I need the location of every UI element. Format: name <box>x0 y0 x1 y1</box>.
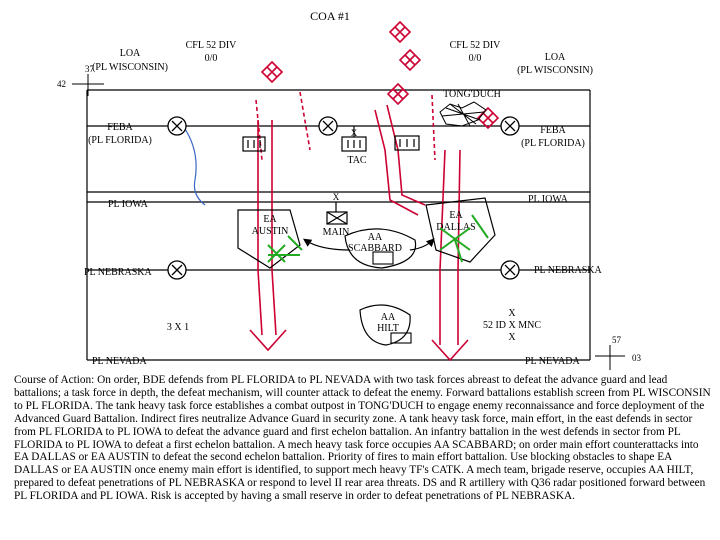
div-x-bottom: X <box>508 332 516 343</box>
bp-nebraska-east <box>501 261 519 279</box>
aa-hilt-1: AA <box>380 312 396 323</box>
grid-42: 42 <box>57 79 66 89</box>
aa-hilt-2: HILT <box>377 323 399 334</box>
axis-east-head <box>432 340 468 360</box>
grid-marks <box>72 74 625 370</box>
axis-dashed-1 <box>300 92 310 150</box>
enemy-diamond-2 <box>400 50 420 70</box>
tac-echelon: X <box>350 128 358 138</box>
pl-iowa-right: PL IOWA <box>528 194 568 205</box>
bp-west <box>168 117 186 135</box>
div-main-label: 52 ID X MNC <box>482 320 542 331</box>
bp-nebraska-west <box>168 261 186 279</box>
pl-nebraska-right: PL NEBRASKA <box>534 265 602 276</box>
ea-austin-2: AUSTIN <box>251 226 289 237</box>
tongduch-town <box>440 102 486 126</box>
loa-left-1: LOA <box>119 48 141 59</box>
cfl-right-1: CFL 52 DIV <box>449 40 501 51</box>
bp-center <box>319 117 337 135</box>
pl-iowa-left: PL IOWA <box>108 199 148 210</box>
tac-label: TAC <box>347 155 367 166</box>
main-cp <box>327 202 347 224</box>
feba-right-2: (PL FLORIDA) <box>521 138 585 149</box>
main-echelon: X <box>332 192 340 202</box>
feba-left-2: (PL FLORIDA) <box>88 135 152 146</box>
ea-dallas-1: EA <box>449 210 463 221</box>
loa-right-1: LOA <box>544 52 566 63</box>
enemy-diamond-1 <box>390 22 410 42</box>
river <box>183 126 205 205</box>
cfl-left-1: CFL 52 DIV <box>185 40 237 51</box>
axis-center-b <box>387 105 425 205</box>
ea-austin-1: EA <box>263 214 277 225</box>
main-label: MAIN <box>322 227 350 238</box>
battle-positions <box>168 117 519 279</box>
pl-nevada-left: PL NEVADA <box>92 356 147 367</box>
pl-nebraska-left: PL NEBRASKA <box>84 267 152 278</box>
bp-east <box>501 117 519 135</box>
tongduch-label: TONG'DUCH <box>443 89 501 100</box>
enemy-diamond-3 <box>262 62 282 82</box>
grid-57: 57 <box>612 335 621 345</box>
loa-right-2: (PL WISCONSIN) <box>517 65 593 76</box>
axis-west-head <box>250 330 286 350</box>
ea-dallas-2: DALLAS <box>436 222 476 233</box>
pl-nevada-right: PL NEVADA <box>525 356 580 367</box>
grid-03: 03 <box>632 353 641 363</box>
cfl-left-2: 0/0 <box>204 53 218 64</box>
loa-left-2: (PL WISCONSIN) <box>92 62 168 73</box>
catk-to-dallas <box>410 240 433 250</box>
catk-to-austin <box>305 240 350 250</box>
aa-scabbard-2: SCABBARD <box>348 243 402 254</box>
enemy-diamond-5 <box>478 108 498 128</box>
cfl-right-2: 0/0 <box>468 53 482 64</box>
enemy-diamond-4 <box>388 84 408 104</box>
feba-right-1: FEBA <box>540 125 566 136</box>
div-x-top: X <box>508 308 516 319</box>
course-of-action-narrative: Course of Action: On order, BDE defends from PL FLORIDA to PL NEVADA with two task forces abreast to defeat the advance guard and lead battalions; a task force in depth, the defeat mechanism, will counter attack to defeat the enemy. Forward battalions establish screen from PL WISCONSIN to PL FLORIDA. The tank heavy task force establishes a combat outpost in TONG'DUCH to engage enemy reconnaissance and force deployment of the Advanced Guard Battalion. Indirect fires neutralize Advance Guard in security zone. A tank heavy task force, main effort, in the east defends in sector from PL FLORIDA to PL IOWA to defeat the advance guard and first echelon battalion. An infantry battalion in the west defends in sector from PL FLORIDA to PL IOWA to defeat a first echelon battalion. A mech heavy task force occupies AA SCABBARD; on order main effort counterattacks into EA DALLAS or EA AUSTIN to defeat the second echelon battalion. Priority of fires to main effort battalion. Use blocking obstacles to shape EA DALLAS or EA AUSTIN once enemy main effort is identified, to support mech heavy TF's CATK. A mech team, brigade reserve, occupies AA HILT, prepared to defeat penetrations of PL NEBRASKA or respond to level II rear area threats. DS and R artillery with Q36 radar positioned forward between PL FLORIDA and PL IOWA. Risk is accepted by having a small reserve in order to defeat penetrations of PL NEBRASKA. <box>14 374 711 503</box>
coa-title: COA #1 <box>310 9 350 23</box>
grid-37: 37 <box>85 64 94 74</box>
axis-dashed-2 <box>432 95 435 160</box>
brigade-echelon: 3 X 1 <box>166 322 190 333</box>
obstacle-austin-1 <box>268 245 285 262</box>
aa-scabbard-1: AA <box>367 232 383 243</box>
feba-left-1: FEBA <box>107 122 133 133</box>
